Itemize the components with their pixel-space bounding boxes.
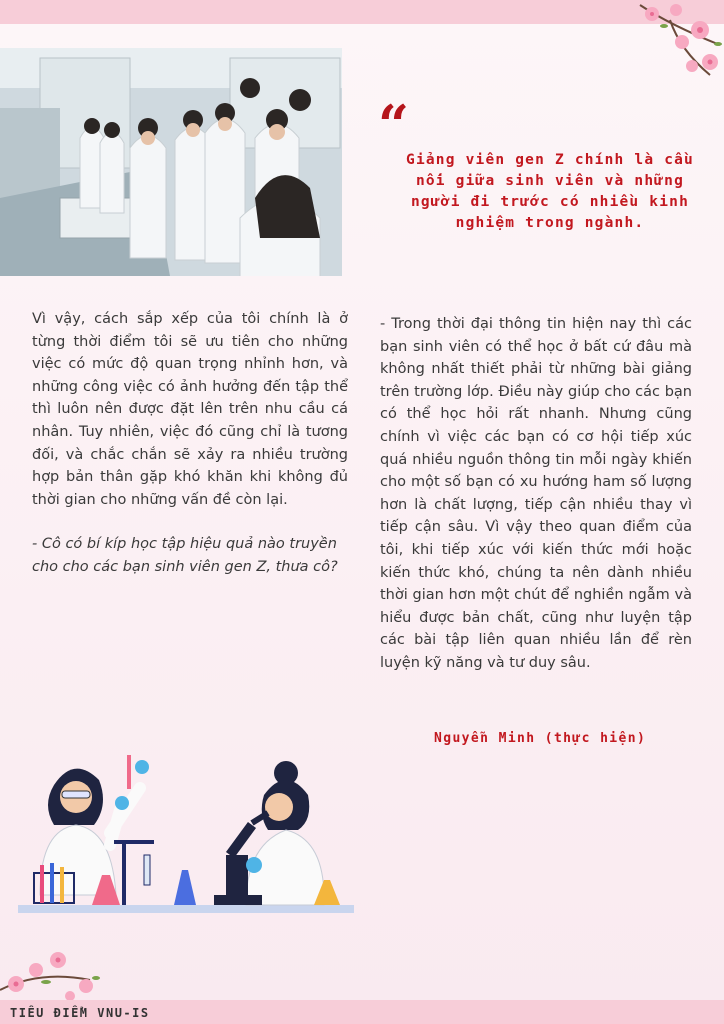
left-column [32,308,348,579]
footer-label: TIÊU ĐIỂM VNU-IS [10,1006,150,1020]
author-credit: Nguyễn Minh (thực hiện) [434,731,647,746]
lab-photo [0,48,342,276]
interview-question: - Cô có bí kíp học tập hiệu quả nào truyền cho cho các bạn sinh viên gen Z, thưa cô? [32,536,338,575]
cherry-blossom-decoration [630,0,724,86]
top-band [0,0,724,24]
scientists-illustration [14,745,356,920]
right-column [380,313,692,675]
right-paragraph: - Trong thời đại thông tin hiện nay thì các bạn sinh viên có thể học ở bất cứ đâu mà không nhất thiết phải từ những bài giảng trên trường lớp. Điều này giúp cho các bạn có thể học hỏi rất nhanh. Nhưng cũng chính vì việc các bạn có cơ hội tiếp xúc quá nhiều nguồn thông tin mỗi ngày khiến cho một số bạn có xu hướng ham số lượng hơn là chất lượng, tiếp cận nhiều thay vì tiếp cận sâu. Vì vậy theo quan điểm của tôi, khi tiếp xúc với kiến thức mới hoặc kiến thức khó, chúng ta nên dành nhiều thời gian hơn một chút để nghiền ngẫm và hiểu được bản chất, cũng như luyện tập các bài tập liên quan nhiều lần để rèn luyện kỹ năng và tư duy sâu. [380,316,692,671]
left-paragraph: Vì vậy, cách sắp xếp của tôi chính là ở từng thời điểm tôi sẽ ưu tiên cho những việc có mức độ quan trọng nhỉnh hơn, và những công việc có ảnh hưởng đến tập thể thì luôn nên được đặt lên trên nhu cầu cá nhân. Tuy nhiên, việc đó cũng chỉ là tương đối, và chắc chắn sẽ xảy ra nhiều trường hợp bản thân gặp khó khăn khi không đủ thời gian cho những vấn đề còn lại. [32,311,348,508]
quote-mark-icon: “ [378,93,410,157]
cherry-blossom-decoration-bottom [0,940,112,1004]
pull-quote: Giảng viên gen Z chính là cầu nối giữa sinh viên và những người đi trước có nhiều kinh nghiệm trong ngành. [406,152,694,231]
